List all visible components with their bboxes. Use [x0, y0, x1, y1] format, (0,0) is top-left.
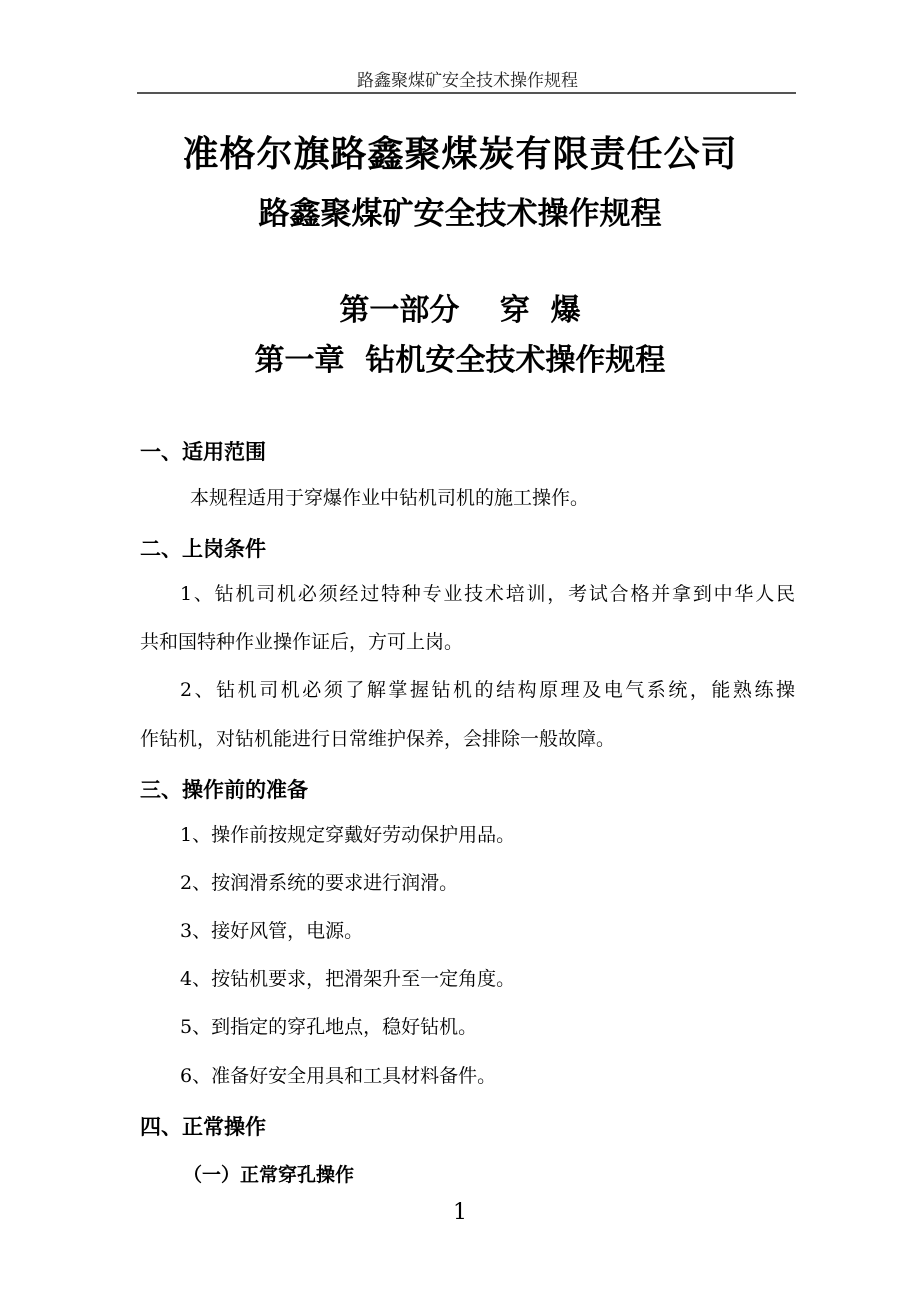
- list-item: 2、按润滑系统的要求进行润滑。: [180, 872, 459, 894]
- running-header: 路鑫聚煤矿安全技术操作规程: [357, 71, 578, 91]
- list-item: 4、按钻机要求，把滑架升至一定角度。: [180, 968, 516, 990]
- paragraph-line: 共和国特种作业操作证后，方可上岗。: [140, 631, 464, 653]
- subsection-heading: （一）正常穿孔操作: [183, 1164, 355, 1186]
- list-item: 1、操作前按规定穿戴好劳动保护用品。: [180, 824, 516, 846]
- list-item: 5、到指定的穿孔地点，稳好钻机。: [180, 1016, 478, 1038]
- section-heading: 一、适用范围: [140, 440, 266, 464]
- section-heading: 四、正常操作: [140, 1115, 266, 1139]
- page-number: 1: [453, 1200, 467, 1225]
- paragraph: 本规程适用于穿爆作业中钻机司机的施工操作。: [190, 487, 590, 509]
- company-title: 准格尔旗路鑫聚煤炭有限责任公司: [182, 134, 738, 175]
- paragraph-line: 2、钻机司机必须了解掌握钻机的结构原理及电气系统，能熟练操: [180, 679, 795, 701]
- document-title: 路鑫聚煤矿安全技术操作规程: [258, 196, 662, 232]
- part-title: 第一部分 穿 爆: [339, 293, 581, 328]
- paragraph-line: 1、钻机司机必须经过特种专业技术培训，考试合格并拿到中华人民: [180, 583, 795, 605]
- header-divider: [137, 92, 796, 94]
- list-item: 6、准备好安全用具和工具材料备件。: [180, 1065, 497, 1087]
- list-item: 3、接好风管，电源。: [180, 920, 364, 942]
- paragraph-line: 作钻机，对钻机能进行日常维护保养，会排除一般故障。: [140, 728, 616, 750]
- chapter-title: 第一章 钻机安全技术操作规程: [254, 343, 666, 378]
- section-heading: 三、操作前的准备: [140, 778, 308, 802]
- section-heading: 二、上岗条件: [140, 537, 266, 561]
